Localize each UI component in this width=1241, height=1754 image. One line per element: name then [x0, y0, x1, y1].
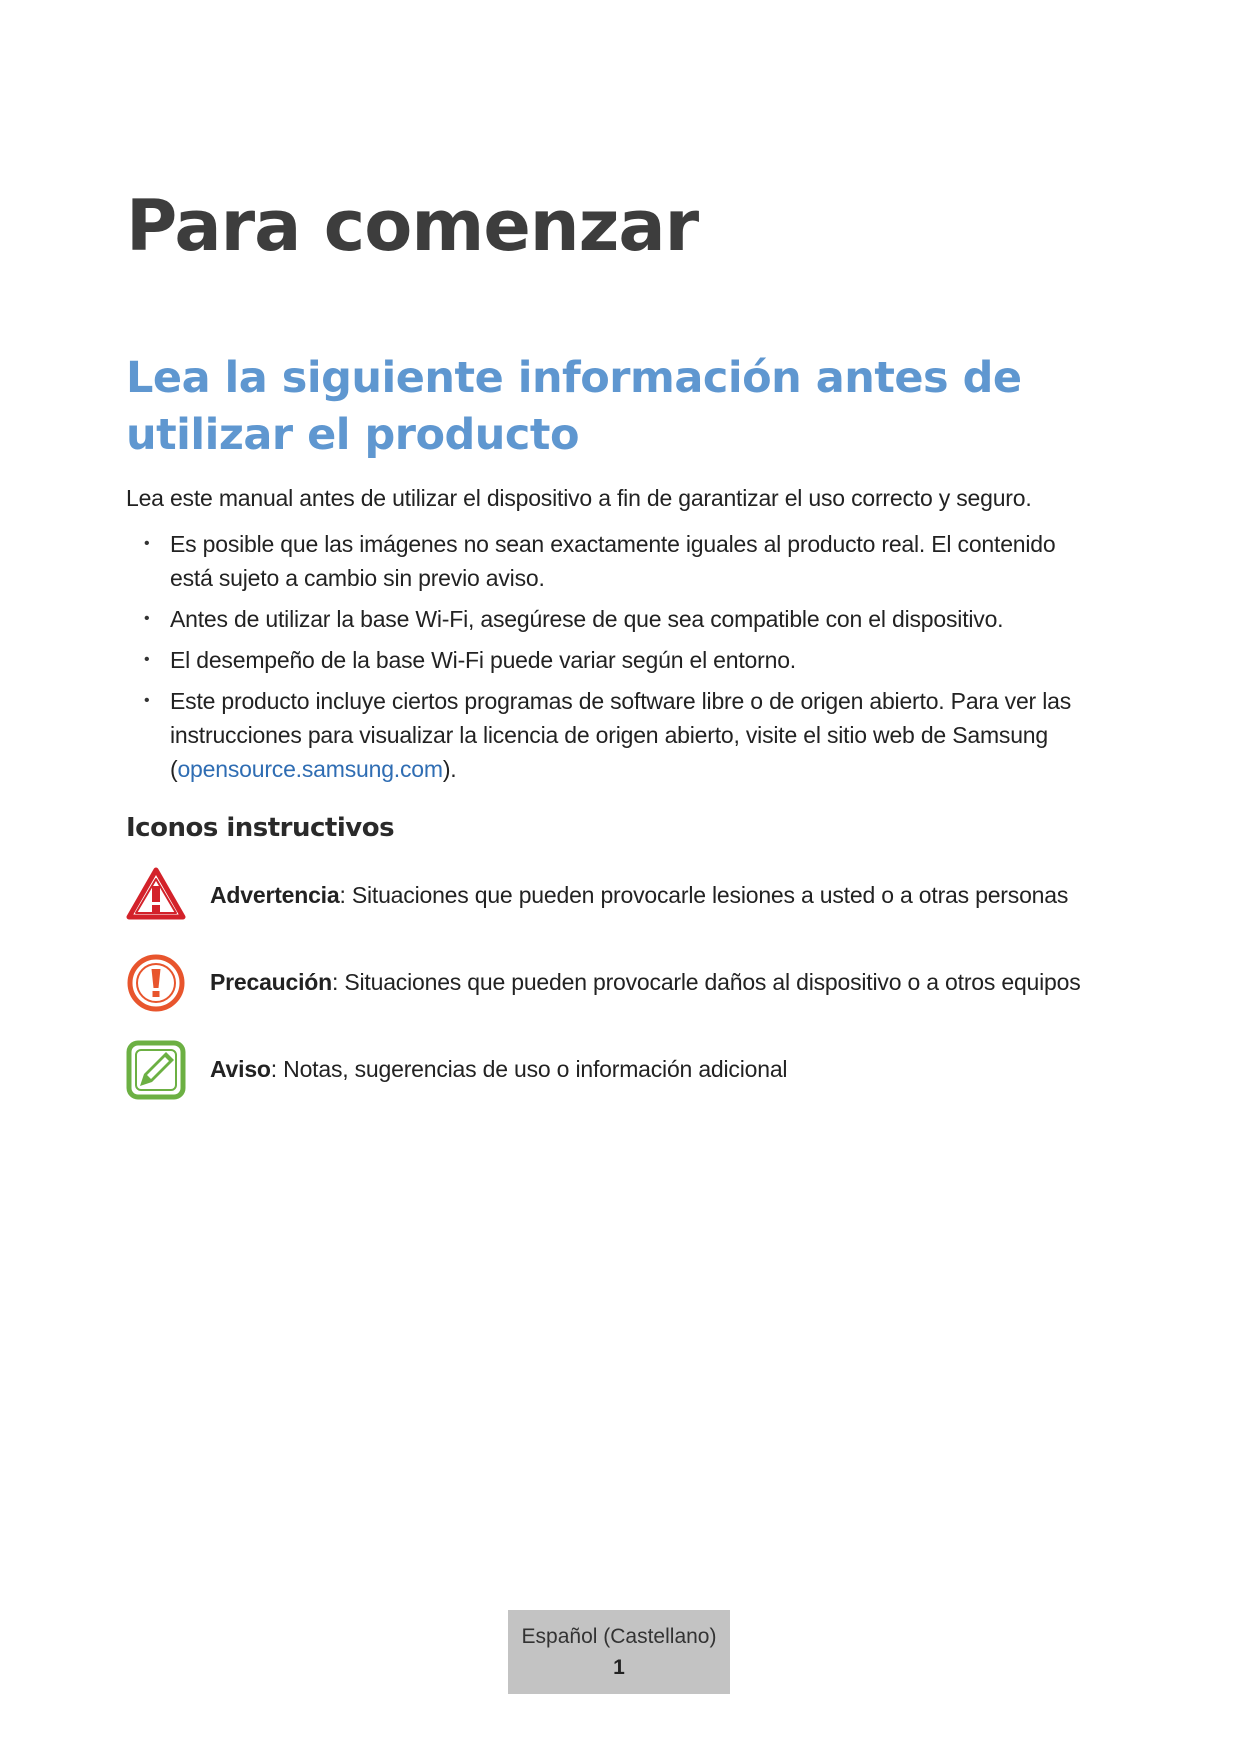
page-number: 1 [613, 1656, 625, 1679]
list-item [126, 602, 1086, 636]
caution-text: : Situaciones que pueden provocarle daños al dispositivo o a otros equipos [332, 969, 1081, 995]
warning-triangle-icon [126, 866, 186, 926]
note-label: Aviso [210, 1056, 271, 1082]
opensource-text-after: ). [442, 756, 457, 782]
icon-row-caution [126, 953, 1126, 1013]
bullet-dot: • [144, 610, 150, 627]
section-title: Lea la siguiente información antes de utilizar el producto [126, 353, 1022, 460]
icon-row-note [126, 1040, 1126, 1100]
opensource-text-before: Este producto incluye ciertos programas de software libre o de origen abierto. Para ver las instrucciones para visualizar la licencia de origen abierto, visite el sitio web de Samsung ( [170, 688, 1071, 782]
note-pencil-icon [126, 1040, 186, 1100]
bullet-dot: • [144, 535, 150, 552]
intro-paragraph: Lea este manual antes de utilizar el dispositivo a fin de garantizar el uso correcto y seguro. [126, 485, 1032, 511]
page-footer [508, 1610, 730, 1694]
list-item [126, 527, 1086, 595]
note-description [210, 1054, 787, 1084]
warning-description [210, 880, 1068, 910]
list-item-text [170, 688, 1071, 782]
warning-text: : Situaciones que pueden provocarle lesiones a usted o a otras personas [339, 882, 1069, 908]
icons-heading: Iconos instructivos [126, 813, 395, 843]
warning-label: Advertencia [210, 882, 340, 908]
caution-label: Precaución [210, 969, 332, 995]
footer-language: Español (Castellano) [521, 1625, 717, 1648]
note-text: : Notas, sugerencias de uso o información adicional [270, 1056, 788, 1082]
opensource-link[interactable]: opensource.samsung.com [177, 756, 443, 782]
list-item-text: Antes de utilizar la base Wi-Fi, asegúrese de que sea compatible con el dispositivo. [170, 606, 1004, 632]
icon-row-warning [126, 866, 1126, 926]
list-item-text: Es posible que las imágenes no sean exactamente iguales al producto real. El contenido está sujeto a cambio sin previo aviso. [170, 531, 1056, 591]
page-title: Para comenzar [126, 185, 699, 267]
list-item [126, 684, 1086, 786]
caution-description [210, 967, 1081, 997]
info-bullet-list [126, 527, 1086, 793]
list-item [126, 643, 1086, 677]
list-item-text: El desempeño de la base Wi-Fi puede variar según el entorno. [170, 647, 796, 673]
bullet-dot: • [144, 692, 150, 709]
bullet-dot: • [144, 651, 150, 668]
caution-circle-icon [126, 953, 186, 1013]
